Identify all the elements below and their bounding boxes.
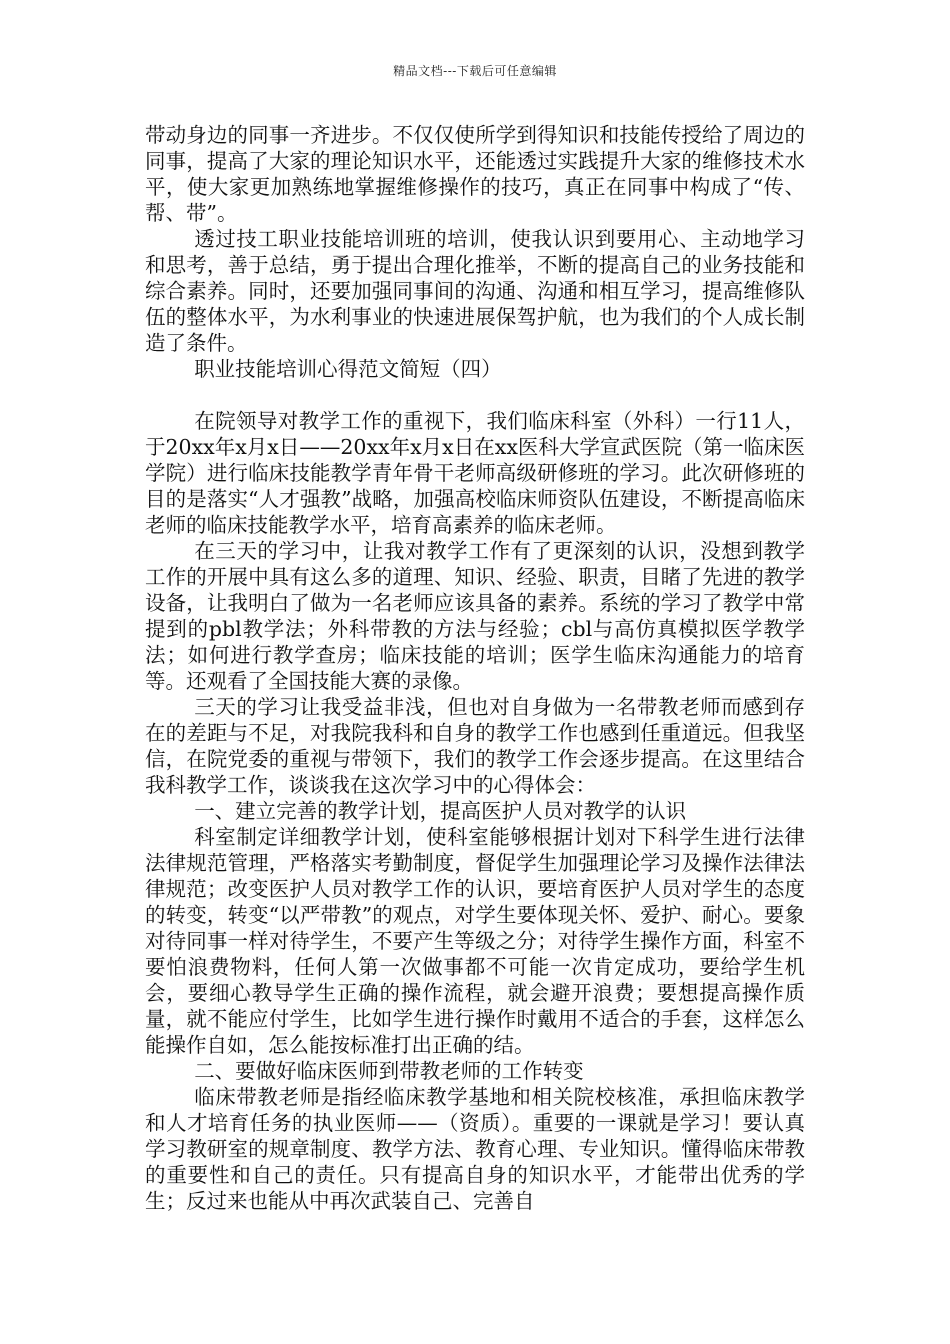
blank-line — [145, 382, 805, 408]
paragraph: 在院领导对教学工作的重视下，我们临床科室（外科）一行11人，于20xx年x月x日——20xx年x月x日在xx医科大学宣武医院（第一临床医学院）进行临床技能教学青年骨干老师高级研修班的学习。此次研修班的目的是落实“人才强教”战略，加强高校临床师资队伍建设，不断提高临床老师的临床技能教学水平，培育高素养的临床老师。 — [145, 409, 805, 537]
document-body — [145, 122, 805, 1214]
paragraph: 科室制定详细教学计划，使科室能够根据计划对下科学生进行法律法律规范管理，严格落实考勤制度，督促学生加强理论学习及操作法律法律规范；改变医护人员对教学工作的认识，要培育医护人员对学生的态度的转变，转变“以严带教”的观点，对学生要体现关怀、爱护、耐心。要象对待同事一样对待学生，不要产生等级之分；对待学生操作方面，科室不要怕浪费物料，任何人第一次做事都不可能一次肯定成功，要给学生机会，要细心教导学生正确的操作流程，就会避开浪费；要想提高操作质量，就不能应付学生，比如学生进行操作时戴用不适合的手套，这样怎么能操作自如，怎么能按标准打出正确的结。 — [145, 825, 805, 1057]
paragraph: 在三天的学习中，让我对教学工作有了更深刻的认识，没想到教学工作的开展中具有这么多的道理、知识、经验、职责，目睹了先进的教学设备，让我明白了做为一名老师应该具备的素养。系统的学习了教学中常提到的pbl教学法；外科带教的方法与经验；cbl与高仿真模拟医学教学法；如何进行教学查房；临床技能的培训；医学生临床沟通能力的培育等。还观看了全国技能大赛的录像。 — [145, 539, 805, 693]
paragraph: 三天的学习让我受益非浅，但也对自身做为一名带教老师而感到存在的差距与不足，对我院我科和自身的教学工作也感到任重道远。但我坚信，在院党委的重视与带领下，我们的教学工作会逐步提高。在这里结合我科教学工作，谈谈我在这次学习中的心得体会： — [145, 695, 805, 797]
subheading: 二、要做好临床医师到带教老师的工作转变 — [194, 1059, 584, 1083]
section-title: 职业技能培训心得范文简短（四） — [194, 357, 502, 381]
paragraph-continued: 带动身边的同事一齐进步。不仅仅使所学到得知识和技能传授给了周边的同事，提高了大家的理论知识水平，还能透过实践提升大家的维修技术水平，使大家更加熟练地掌握维修操作的技巧，真正在同事中构成了“传、帮、带”。 — [145, 123, 805, 225]
paragraph: 透过技工职业技能培训班的培训，使我认识到要用心、主动地学习和思考，善于总结，勇于提出合理化推举，不断的提高自己的业务技能和综合素养。同时，还要加强同事间的沟通、沟通和相互学习，提高维修队伍的整体水平，为水利事业的快速进展保驾护航，也为我们的个人成长制造了条件。 — [145, 227, 805, 355]
page-header: 精品文档---下载后可任意编辑 — [393, 64, 557, 78]
paragraph: 临床带教老师是指经临床教学基地和相关院校核准，承担临床教学和人才培育任务的执业医师——（资质）。重要的一课就是学习！要认真学习教研室的规章制度、教学方法、教育心理、专业知识。懂得临床带教的重要性和自己的责任。只有提高自身的知识水平，才能带出优秀的学生；反过来也能从中再次武装自己、完善自 — [145, 1085, 805, 1213]
subheading: 一、建立完善的教学计划，提高医护人员对教学的认识 — [194, 799, 687, 823]
